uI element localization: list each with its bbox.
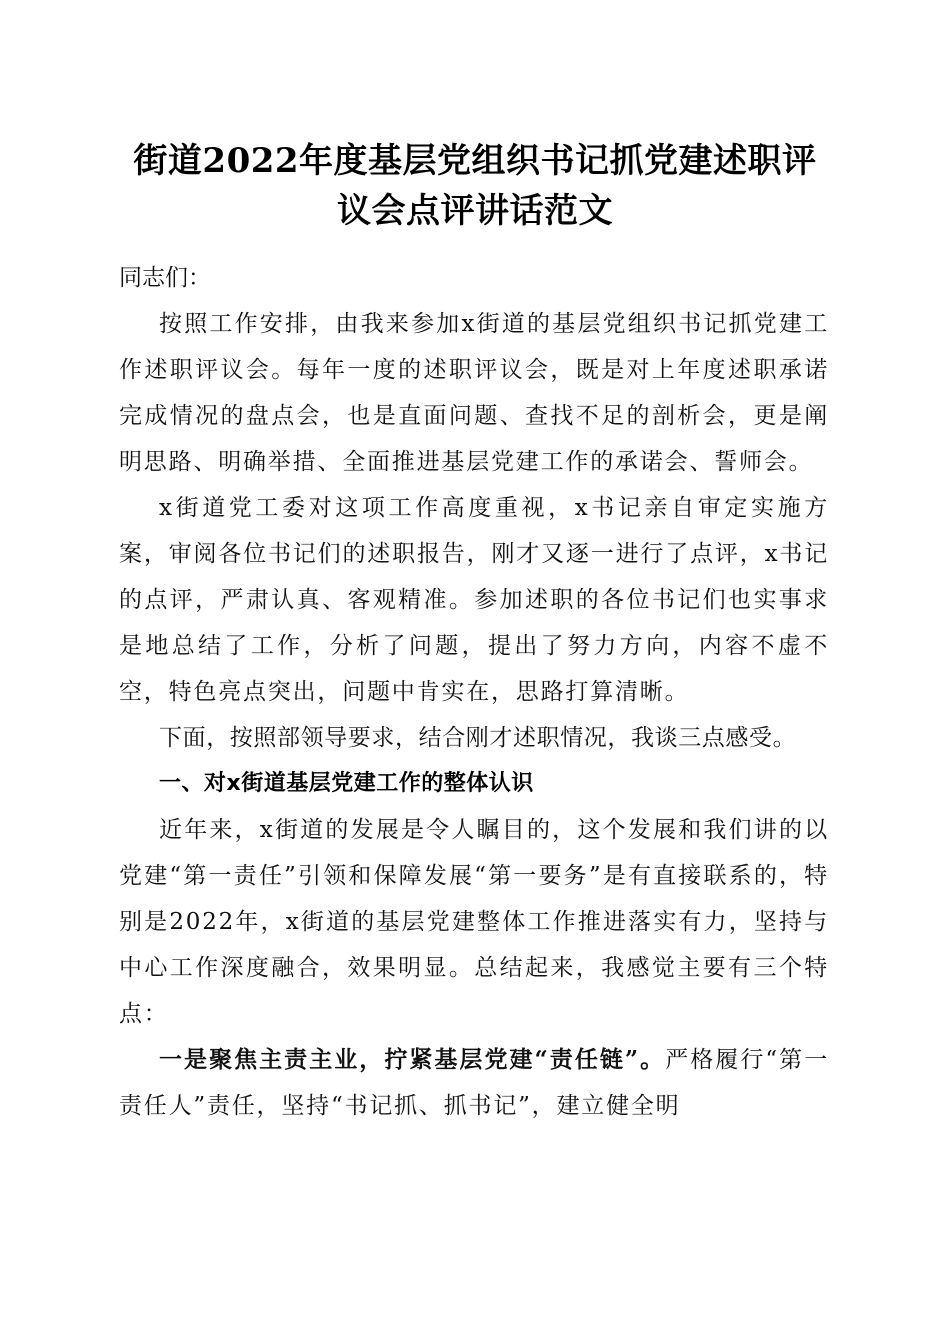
document-body	[119, 255, 829, 1129]
point-1-text: 严格履行“第一责任人”责任，坚持“书记抓、抓书记”，建立健全明	[119, 1047, 829, 1119]
salutation: 同志们：	[119, 265, 211, 291]
section-heading-1: 一、对x街道基层党建工作的整体认识	[159, 771, 534, 796]
title-line-2: 议会点评讲话范文	[337, 191, 613, 231]
paragraph-transition: 下面，按照部领导要求，结合刚才述职情况，我谈三点感受。	[159, 725, 797, 751]
paragraph-intro: 按照工作安排，由我来参加x街道的基层党组织书记抓党建工作述职评议会。每年一度的述职评议会，既是对上年度述职承诺完成情况的盘点会，也是直面问题、查找不足的剖析会，更是阐明思路、明确举措、全面推进基层党建工作的承诺会、誓师会。	[119, 311, 829, 475]
paragraph-point-1	[119, 1037, 829, 1129]
point-1-lead: 一是聚焦主责主业，拧紧基层党建“责任链”。	[159, 1046, 666, 1073]
title-line-1: 街道2022年度基层党组织书记抓党建述职评	[133, 141, 817, 181]
paragraph-overview: 近年来，x街道的发展是令人瞩目的，这个发展和我们讲的以党建“第一责任”引领和保障发展“第一要务”是有直接联系的，特别是2022年，x街道的基层党建整体工作推进落实有力，坚持与中心工作深度融合，效果明显。总结起来，我感觉主要有三个特点：	[119, 817, 829, 1027]
document-title	[100, 136, 850, 236]
paragraph-committee: x街道党工委对这项工作高度重视，x书记亲自审定实施方案，审阅各位书记们的述职报告，刚才又逐一进行了点评，x书记的点评，严肃认真、客观精准。参加述职的各位书记们也实事求是地总结了工作，分析了问题，提出了努力方向，内容不虚不空，特色亮点突出，问题中肯实在，思路打算清晰。	[119, 495, 829, 705]
